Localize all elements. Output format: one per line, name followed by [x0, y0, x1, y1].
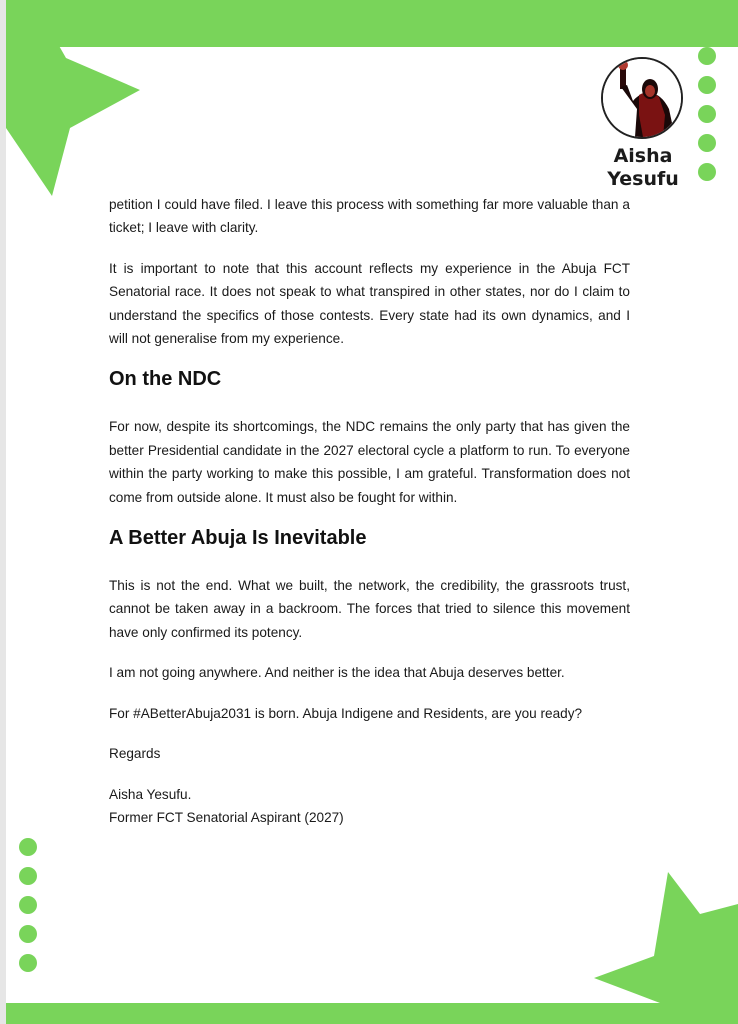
decor-dot	[698, 163, 716, 181]
paragraph-not-the-end: This is not the end. What we built, the network, the credibility, the grassroots trust, cannot be taken away in a backroom. The forces that tried to silence this movement have only confirmed its potency.	[109, 578, 630, 640]
bottom-green-band	[6, 1003, 738, 1024]
paragraph-account-note: It is important to note that this account reflects my experience in the Abuja FCT Senatorial race. It does not speak to what transpired in other states, nor do I claim to understand the specifics of those contests. Every state had its own dynamics, and I will not generalise from my experience.	[109, 260, 630, 347]
signature-title: Former FCT Senatorial Aspirant (2027)	[109, 809, 344, 825]
decor-dot	[19, 896, 37, 914]
decor-dot	[19, 954, 37, 972]
logo-wordmark	[597, 145, 689, 191]
decor-dot	[698, 134, 716, 152]
signature-name: Aisha Yesufu.	[109, 786, 192, 802]
aisha-yesufu-logo	[597, 45, 689, 193]
logo-first-name: Aisha	[613, 145, 673, 167]
paragraph-continuation: petition I could have filed. I leave this process with something far more valuable than a ticket; I leave with clarity.	[109, 197, 630, 236]
decor-dot	[698, 105, 716, 123]
portrait-icon	[601, 57, 683, 139]
decor-dot	[698, 47, 716, 65]
paragraph-not-going-anywhere: I am not going anywhere. And neither is the idea that Abuja deserves better.	[109, 665, 565, 681]
heading-on-the-ndc: On the NDC	[109, 368, 222, 391]
heading-better-abuja: A Better Abuja Is Inevitable	[109, 527, 367, 550]
closing-regards: Regards	[109, 746, 161, 762]
decor-dot	[698, 76, 716, 94]
top-right-dots	[698, 47, 716, 181]
top-green-band	[6, 0, 738, 47]
logo-last-name: Yesufu	[607, 168, 679, 190]
paragraph-hashtag: For #ABetterAbuja2031 is born. Abuja Indigene and Residents, are you ready?	[109, 705, 583, 721]
bottom-right-star-decoration	[592, 872, 738, 1004]
letter-body	[109, 193, 630, 829]
decor-dot	[19, 838, 37, 856]
decor-dot	[19, 925, 37, 943]
top-left-star-decoration	[6, 44, 140, 196]
paragraph-ndc: For now, despite its shortcomings, the NDC remains the only party that has given the better Presidential candidate in the 2027 electoral cycle a platform to run. To everyone within the party working to make this possible, I am grateful. Transformation does not come from outside alone. It must also be fought for within.	[109, 419, 630, 505]
bottom-left-dots	[19, 838, 37, 972]
decor-dot	[19, 867, 37, 885]
